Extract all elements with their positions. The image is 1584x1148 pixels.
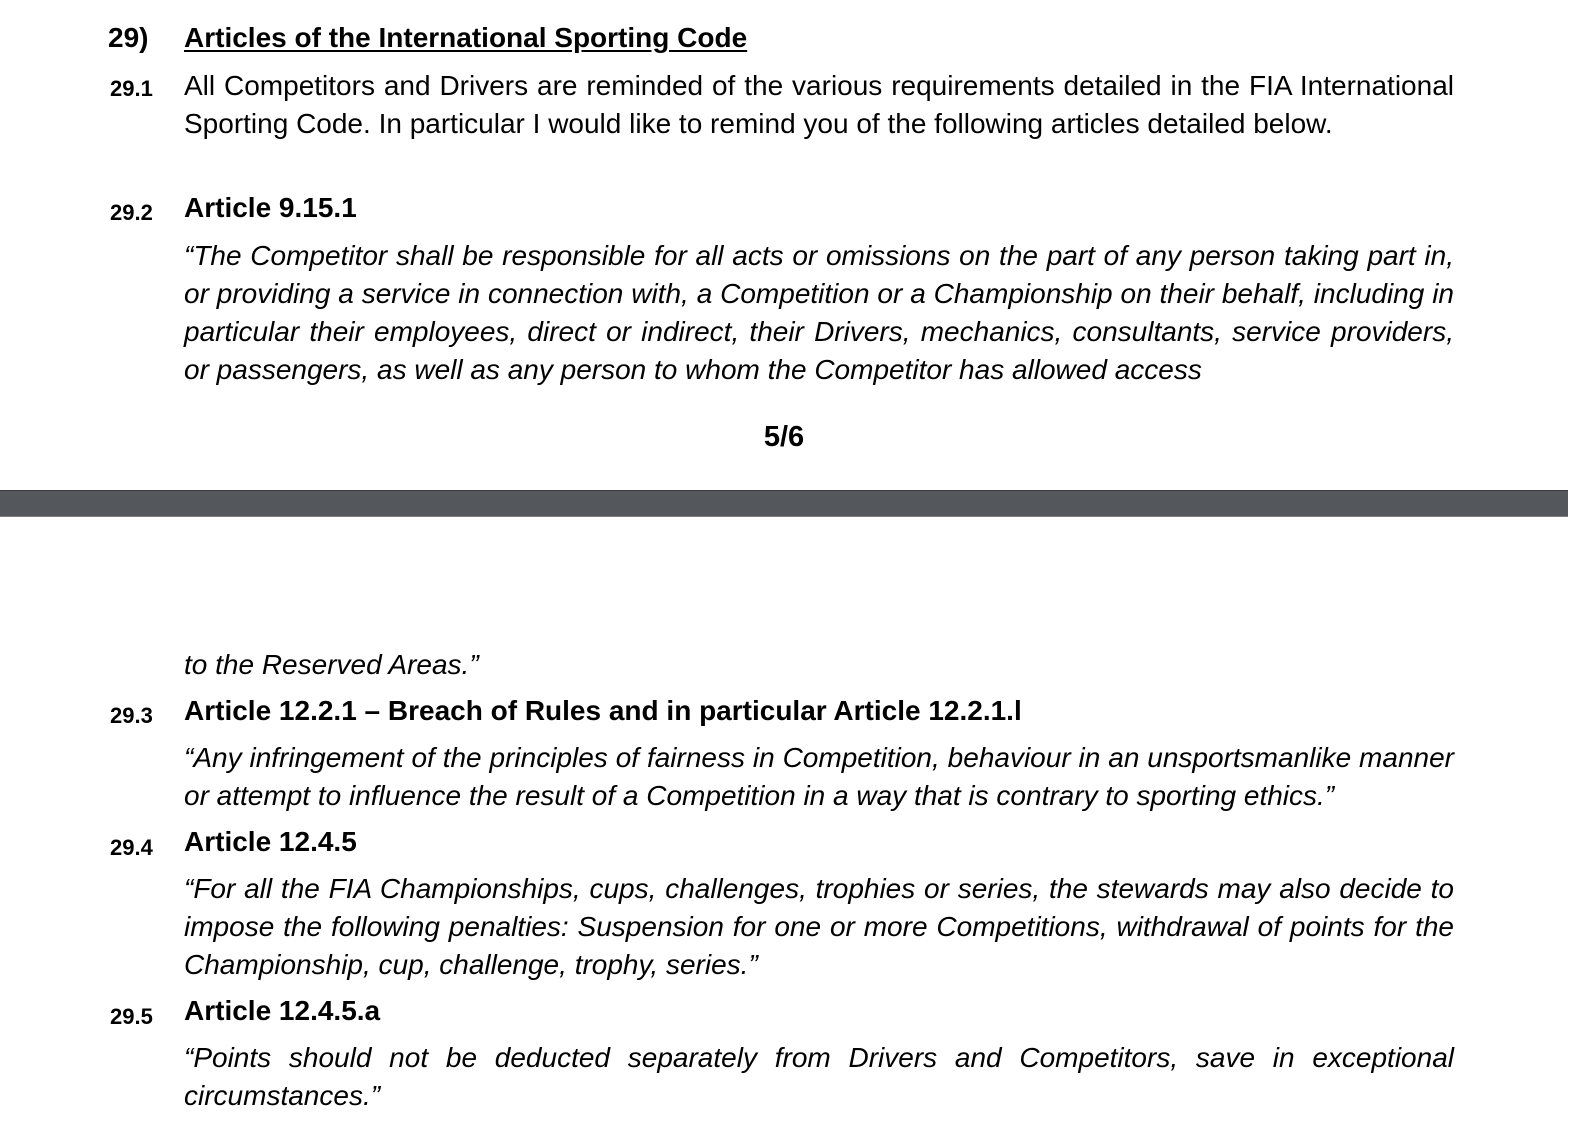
item-number: 29.4 xyxy=(110,835,153,860)
article-quote: “Any infringement of the principles of fairness in Competition, behaviour in an unsportsmanlike manner or attempt to influence the result of a Competition in a way that is contrary to sporting ethics.” xyxy=(184,742,1454,811)
article-quote: “Points should not be deducted separately from Drivers and Competitors, save in exceptional circumstances.” xyxy=(184,1042,1454,1111)
section-number: 29) xyxy=(108,22,149,53)
page-separator xyxy=(0,490,1568,517)
item-number: 29.2 xyxy=(110,200,153,225)
window-edge xyxy=(1568,0,1584,1148)
item-number: 29.5 xyxy=(110,1004,153,1029)
item-paragraph: All Competitors and Drivers are reminded of the various requirements detailed in the FIA International Sporting Code. In particular I would like to remind you of the following articles detailed below. xyxy=(184,70,1454,139)
document-page-5 xyxy=(0,0,1568,490)
item-number: 29.3 xyxy=(110,703,153,728)
article-heading: Article 12.4.5 xyxy=(184,826,357,857)
item-number: 29.1 xyxy=(110,76,153,101)
article-heading: Article 12.2.1 – Breach of Rules and in particular Article 12.2.1.l xyxy=(184,695,1022,726)
quote-continuation: to the Reserved Areas.” xyxy=(184,649,479,680)
article-heading: Article 12.4.5.a xyxy=(184,995,381,1026)
page-number: 5/6 xyxy=(763,421,805,453)
article-quote: “For all the FIA Championships, cups, challenges, trophies or series, the stewards may also decide to impose the following penalties: Suspension for one or more Competitions, withdrawal of points for the Championship, cup, challenge, trophy, series.” xyxy=(184,873,1454,980)
article-quote: “The Competitor shall be responsible for all acts or omissions on the part of any person taking part in, or providing a service in connection with, a Competition or a Championship on their behalf, including in particular their employees, direct or indirect, their Drivers, mechanics, consultants, service providers, or passengers, as well as any person to whom the Competitor has allowed access xyxy=(184,240,1454,385)
article-heading: Article 9.15.1 xyxy=(184,192,357,223)
section-title: Articles of the International Sporting Code xyxy=(184,22,748,53)
document-page-6 xyxy=(0,517,1568,1148)
